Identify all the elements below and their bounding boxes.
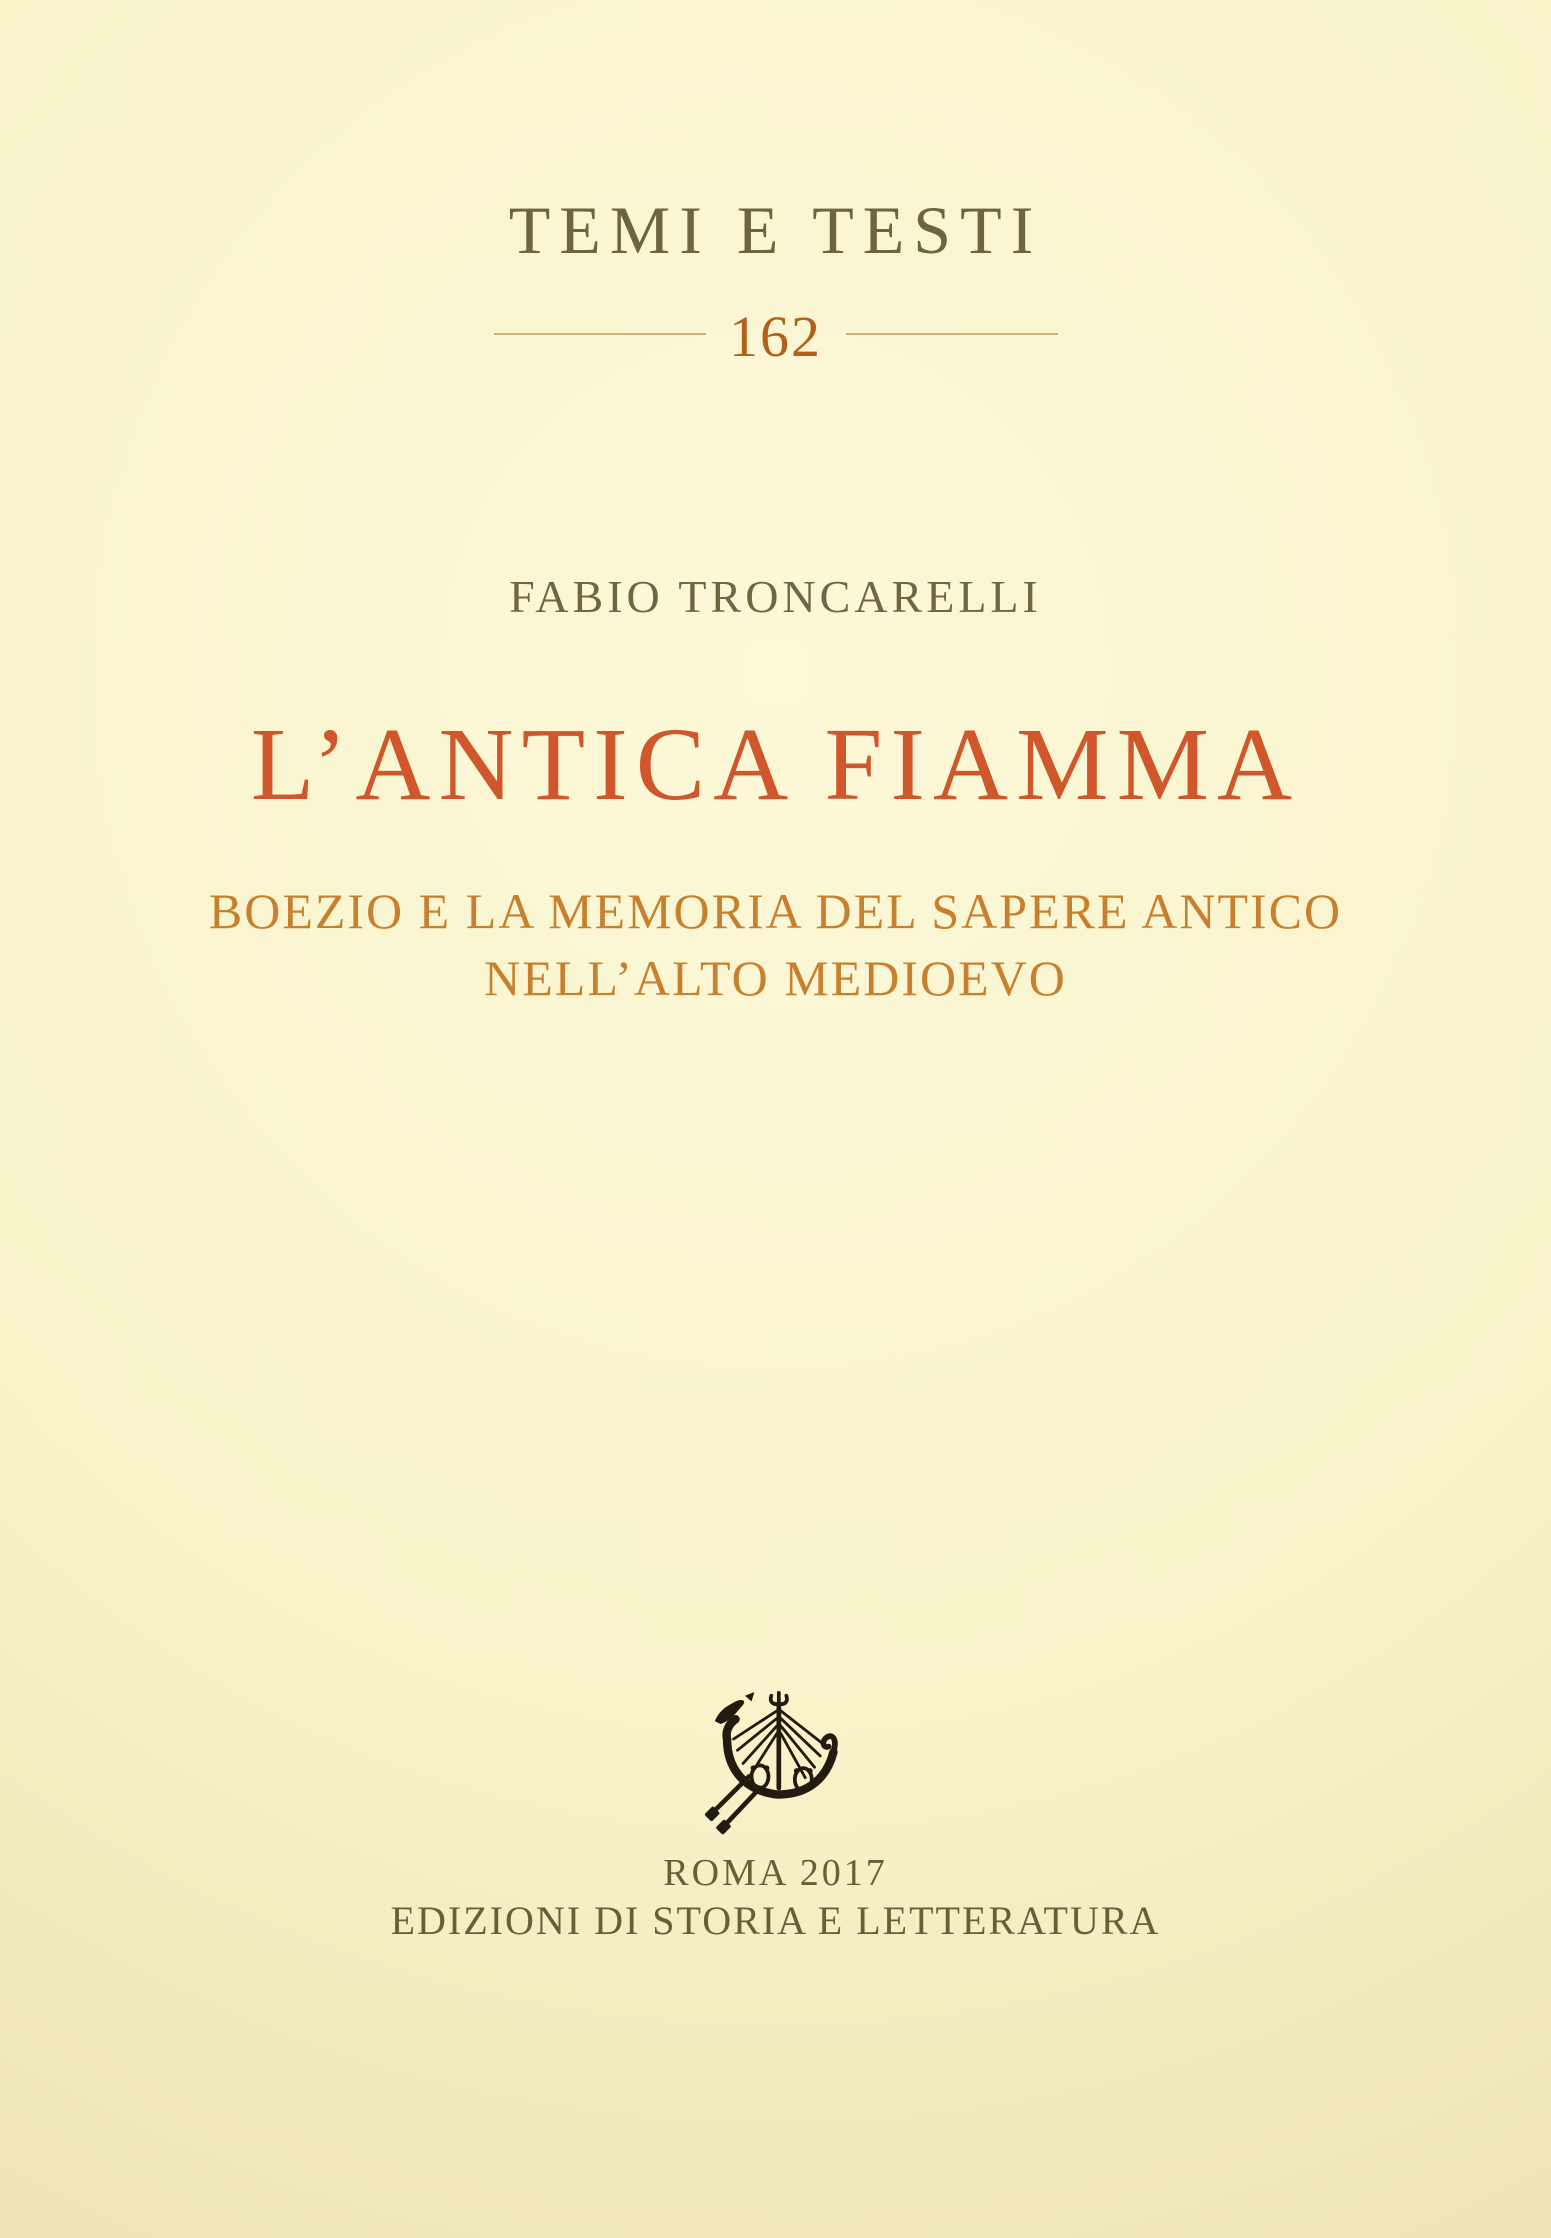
subtitle-line-1: BOEZIO E LA MEMORIA DEL SAPERE ANTICO xyxy=(208,883,1343,939)
imprint-publisher: EDIZIONI DI STORIA E LETTERATURA xyxy=(390,1898,1161,1943)
ship-with-bird-icon xyxy=(696,1690,856,1836)
subtitle-line-2: NELL’ALTO MEDIOEVO xyxy=(484,950,1067,1006)
author-name: FABIO TRONCARELLI xyxy=(509,571,1042,622)
series-number: 162 xyxy=(729,304,822,369)
series-title: TEMI E TESTI xyxy=(508,192,1043,268)
publisher-logo xyxy=(0,1690,1551,1841)
series-rule-right xyxy=(846,333,1058,335)
book-title: L’ANTICA FIAMMA xyxy=(250,707,1301,822)
imprint-place-year: ROMA 2017 xyxy=(663,1852,888,1894)
